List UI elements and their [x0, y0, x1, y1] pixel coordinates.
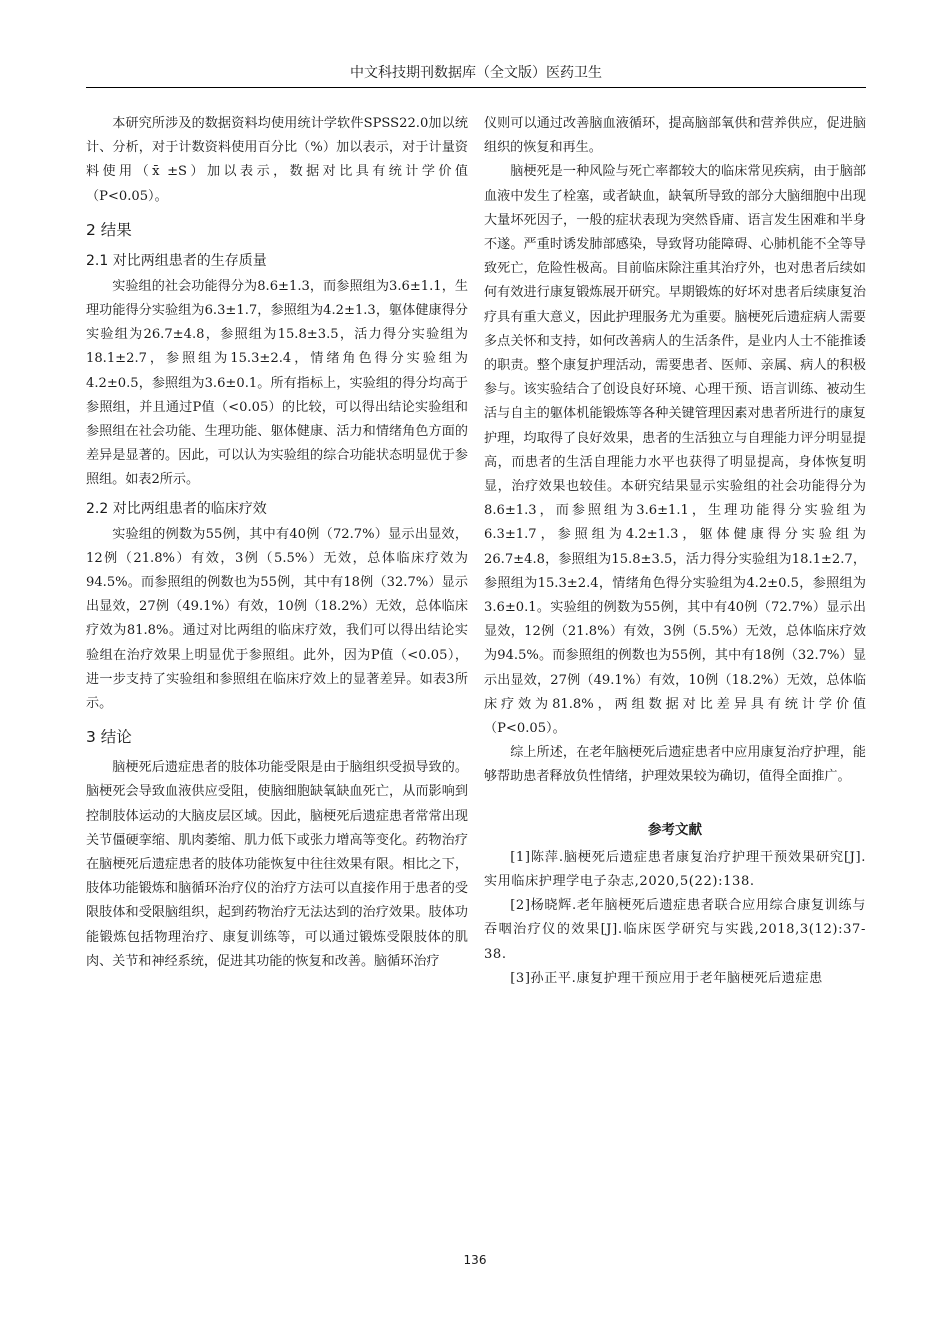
running-header: 中文科技期刊数据库（全文版）医药卫生 — [350, 65, 602, 81]
section-2-1-heading: 2.1 对比两组患者的生存质量 — [86, 252, 267, 269]
section-2-2-heading: 2.2 对比两组患者的临床疗效 — [86, 500, 267, 517]
reference-item: [2]杨晓辉.老年脑梗死后遗症患者联合应用综合康复训练与吞咽治疗仪的效果[J].临床医学研究与实践,2018,3(12):37-38. — [484, 898, 866, 962]
section-2-heading: 2 结果 — [86, 220, 132, 239]
header-rule — [86, 87, 866, 88]
right-column — [484, 112, 866, 991]
references-heading: 参考文献 — [648, 821, 702, 838]
continuation-text: 仪则可以通过改善脑血液循环，提高脑部氧供和营养供应，促进脑组织的恢复和再生。 — [484, 116, 866, 156]
reference-item: [3]孙正平.康复护理干预应用于老年脑梗死后遗症患 — [510, 970, 823, 986]
summary-text: 综上所述，在老年脑梗死后遗症患者中应用康复治疗护理，能够帮助患者释放负性情绪，护理效果较为确切，值得全面推广。 — [484, 745, 866, 785]
left-column — [86, 112, 468, 974]
section-3-heading: 3 结论 — [86, 728, 132, 747]
page-number: 136 — [463, 1253, 487, 1267]
discussion-text: 脑梗死是一种风险与死亡率都较大的临床常见疾病，由于脑部血液中发生了栓塞，或者缺血，缺氧所导致的部分大脑细胞中出现大量坏死因子，一般的症状表现为突然昏庯、语言发生困难和半身不遂。严重时诱发肺部感染，导致肾功能障碍、心肺机能不全等导致死亡，危险性极高。目前临床除注重其治疗外，也对患者后续如何有效进行康复锻炼展开研究。早期锻炼的好坏对患者后续康复治疗具有重大意义，因此护理服务尤为重要。脑梗死后遗症病人需要多点关怀和支持，如何改善病人的生活条件，是业内人士不能推诿的职责。整个康复护理活动，需要患者、医师、亲属、病人的积极参与。该实验结合了创设良好环境、心理干预、语言训练、被动生活与自主的躯体机能锻炼等各种关键管理因素对患者所进行的康复护理，均取得了良好效果，患者的生活独立与自理能力评分明显提高，而患者的生活自理能力水平也获得了明显提高，身体恢复明显，治疗效果也较佳。本研究结果显示实验组的社会功能得分为8.6±1.3，而参照组为3.6±1.1，生理功能得分实验组为6.3±1.7，参照组为4.2±1.3，躯体健康得分实验组为26.7±4.8，参照组为15.8±3.5，活力得分实验组为18.1±2.7，参照组为15.3±2.4，情绪角色得分实验组为4.2±0.5，参照组为3.6±0.1。实验组的例数为55例，其中有40例（72.7%）显示出显效，12例（21.8%）有效，3例（5.5%）无效，总体临床疗效为94.5%。而参照组的例数也为55例，其中有18例（32.7%）显示出显效，27例（49.1%）有效，10例（18.2%）无效，总体临床疗效为81.8%，两组数据对比差异具有统计学价值（P<0.05）。 — [484, 164, 866, 737]
stats-paragraph: 本研究所涉及的数据资料均使用统计学软件SPSS22.0加以统计、分析，对于计数资料使用百分比（%）加以表示，对于计量资料使用（x̄ ±S）加以表示，数据对比具有统计学价值（P<0.05）。 — [86, 116, 468, 204]
section-2-2-text: 实验组的例数为55例，其中有40例（72.7%）显示出显效，12例（21.8%）有效，3例（5.5%）无效，总体临床疗效为94.5%。而参照组的例数也为55例，其中有18例（32.7%）显示出显效，27例（49.1%）有效，10例（18.2%）无效，总体临床疗效为81.8%。通过对比两组的临床疗效，我们可以得出结论实验组在治疗效果上明显优于参照组。此外，因为P值（<0.05），进一步支持了实验组和参照组在临床疗效上的显著差异。如表3所示。 — [86, 526, 468, 712]
section-3-text: 脑梗死后遗症患者的肢体功能受限是由于脑组织受损导致的。脑梗死会导致血液供应受阻，使脑细胞缺氧缺血死亡，从而影响到控制肢体运动的大脑皮层区域。因此，脑梗死后遗症患者常常出现关节僵硬挛缩、肌肉萎缩、肌力低下或张力增高等变化。药物治疗在脑梗死后遗症患者的肢体功能恢复中往往效果有限。相比之下，肢体功能锻炼和脑循环治疗仪的治疗方法可以直接作用于患者的受限肢体和受限脑组织，起到药物治疗无法达到的治疗效果。肢体功能锻炼包括物理治疗、康复训练等，可以通过锻炼受限肢体的肌肉、关节和神经系统，促进其功能的恢复和改善。脑循环治疗 — [86, 760, 468, 969]
section-2-1-text: 实验组的社会功能得分为8.6±1.3，而参照组为3.6±1.1，生理功能得分实验组为6.3±1.7，参照组为4.2±1.3，躯体健康得分实验组为26.7±4.8，参照组为15.8±3.5，活力得分实验组为18.1±2.7，参照组为15.3±2.4，情绪角色得分实验组为4.2±0.5，参照组为3.6±0.1。所有指标上，实验组的得分均高于参照组，并且通过P值（<0.05）的比较，可以得出结论实验组和参照组在社会功能、生理功能、躯体健康、活力和情绪角色方面的差异是显著的。因此，可以认为实验组的综合功能状态明显优于参照组。如表2所示。 — [86, 278, 468, 488]
reference-item: [1]陈萍.脑梗死后遗症患者康复治疗护理干预效果研究[J].实用临床护理学电子杂志,2020,5(22):138. — [484, 849, 866, 889]
